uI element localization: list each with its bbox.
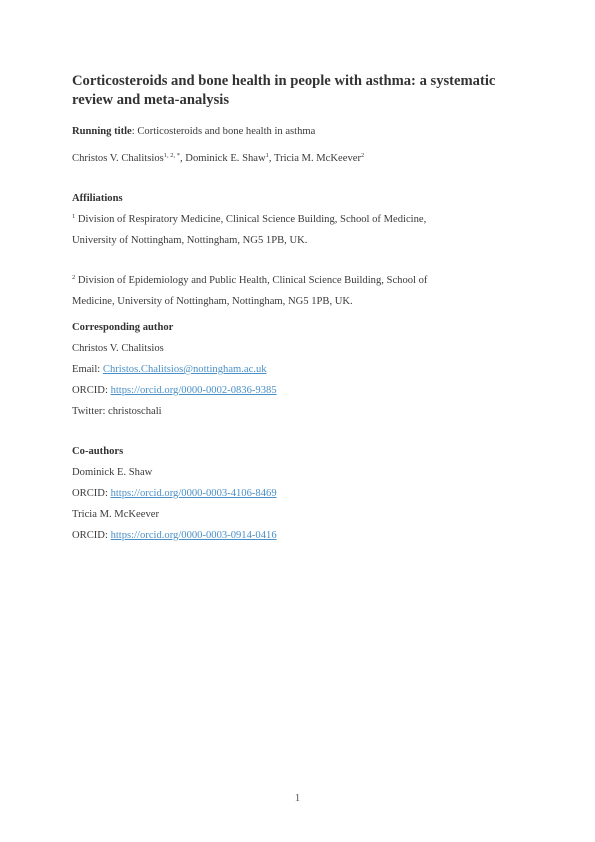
- author-affiliation-mark: 2: [360, 152, 365, 159]
- orcid-label: ORCID:: [72, 530, 111, 541]
- coauthors-heading: Co-authors: [72, 446, 124, 457]
- affiliation-2-line-2: Medicine, University of Nottingham, Nottingham, NG5 1PB, UK.: [72, 296, 353, 307]
- corresponding-author-heading: Corresponding author: [72, 322, 174, 333]
- author-affiliation-mark: 1: [265, 152, 269, 159]
- affiliation-text: Division of Respiratory Medicine, Clinical Science Building, School of Medicine,: [77, 214, 427, 225]
- affiliation-1-line-2: University of Nottingham, Nottingham, NG5 1PB, UK.: [72, 235, 308, 246]
- orcid-link[interactable]: https://orcid.org/0000-0003-0914-0416: [110, 530, 277, 541]
- coauthor-orcid-row: [72, 525, 477, 546]
- author-affiliation-mark: 1, 2, *: [163, 152, 180, 159]
- affiliations-heading: Affiliations: [72, 193, 123, 204]
- author-name: Christos V. Chalitsios: [72, 153, 164, 164]
- author-name: Tricia M. McKeever: [273, 153, 361, 164]
- affiliation-mark: 2: [72, 274, 76, 281]
- email-label: Email:: [72, 364, 103, 375]
- author-separator: ,: [268, 153, 274, 164]
- coauthor-name: Tricia M. McKeever: [72, 509, 159, 520]
- corresponding-orcid-row: [72, 380, 477, 401]
- running-title: [72, 121, 477, 142]
- running-title-text: Corticosteroids and bone health in asthma: [137, 126, 316, 137]
- orcid-link[interactable]: https://orcid.org/0000-0003-4106-8469: [110, 488, 277, 499]
- page-number: 1: [294, 792, 301, 804]
- author-name: Dominick E. Shaw: [185, 153, 266, 164]
- corresponding-author-name: Christos V. Chalitsios: [72, 343, 164, 354]
- orcid-label: ORCID:: [72, 385, 111, 396]
- corresponding-email-row: [72, 359, 477, 380]
- manuscript-page: [72, 72, 496, 546]
- paper-title: Corticosteroids and bone health in people with asthma: a systematic review and meta-analysis: [72, 73, 496, 108]
- email-link[interactable]: Christos.Chalitsios@nottingham.ac.uk: [102, 364, 267, 375]
- affiliation-text: Division of Epidemiology and Public Health, Clinical Science Building, School of: [77, 275, 428, 286]
- running-title-label: Running title: [72, 126, 132, 137]
- affiliation-2-line-1: [72, 270, 477, 291]
- twitter-handle: Twitter: christoschali: [72, 406, 162, 417]
- affiliation-mark: 1: [72, 213, 76, 220]
- coauthor-orcid-row: [72, 483, 477, 504]
- author-separator: ,: [180, 153, 186, 164]
- affiliation-1-line-1: [72, 209, 477, 230]
- coauthor-name: Dominick E. Shaw: [72, 467, 153, 478]
- running-title-sep: :: [131, 126, 138, 137]
- orcid-label: ORCID:: [72, 488, 111, 499]
- orcid-link[interactable]: https://orcid.org/0000-0002-0836-9385: [110, 385, 277, 396]
- author-list: [72, 148, 477, 169]
